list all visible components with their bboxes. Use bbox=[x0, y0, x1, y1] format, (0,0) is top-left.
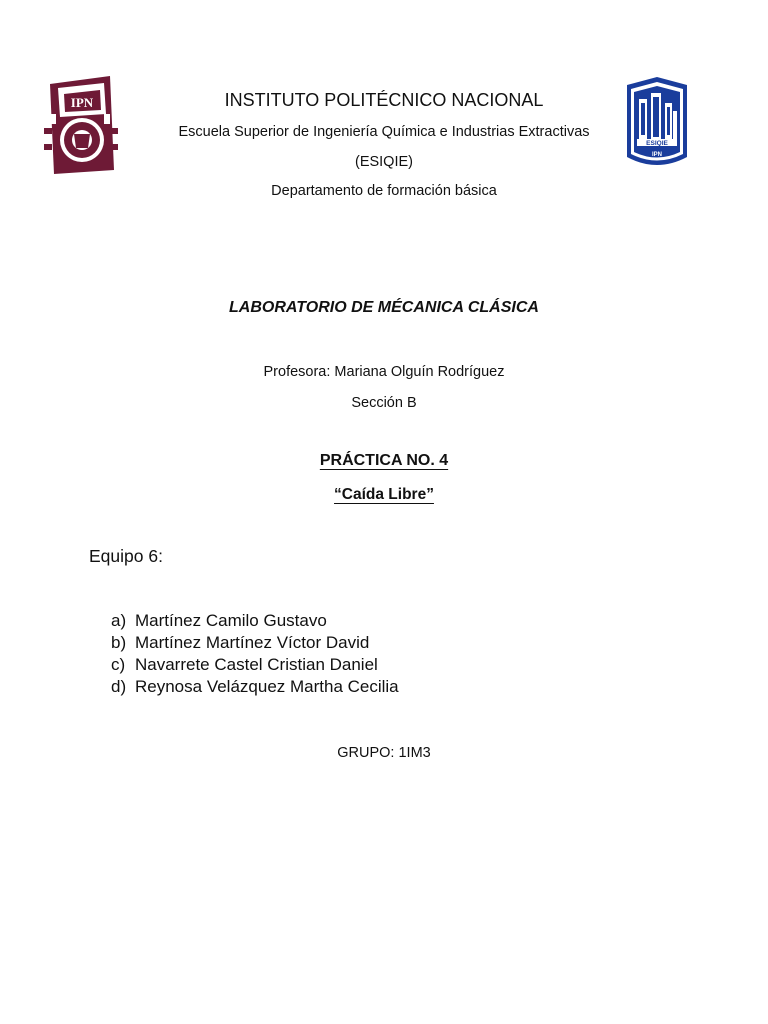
department-name: Departamento de formación básica bbox=[271, 183, 497, 199]
list-item bbox=[111, 632, 399, 654]
section-label: Sección B bbox=[351, 395, 417, 411]
list-marker: a) bbox=[111, 611, 127, 630]
member-name: Reynosa Velázquez Martha Cecilia bbox=[135, 677, 399, 696]
school-abbreviation: (ESIQIE) bbox=[354, 154, 413, 170]
list-marker: c) bbox=[111, 655, 126, 674]
ipn-logo-text: IPN bbox=[70, 95, 94, 110]
list-marker: b) bbox=[111, 633, 127, 652]
list-item bbox=[111, 610, 399, 632]
professor-name: Profesora: Mariana Olguín Rodríguez bbox=[263, 364, 505, 380]
practice-number-text: PRÁCTICA NO. 4 bbox=[319, 452, 449, 469]
list-item bbox=[111, 676, 399, 698]
esiqie-logo-subtext: IPN bbox=[651, 152, 663, 158]
practice-title bbox=[0, 486, 768, 504]
group-label: GRUPO: 1IM3 bbox=[337, 745, 431, 761]
team-label: Equipo 6: bbox=[89, 546, 163, 566]
practice-number bbox=[0, 452, 768, 470]
list-marker: d) bbox=[111, 677, 127, 696]
institution-name: INSTITUTO POLITÉCNICO NACIONAL bbox=[224, 90, 544, 110]
school-name: Escuela Superior de Ingeniería Química e Industrias Extractivas bbox=[178, 124, 590, 140]
esiqie-logo-text: ESIQIE bbox=[646, 140, 668, 147]
member-name: Navarrete Castel Cristian Daniel bbox=[135, 655, 378, 674]
course-title: LABORATORIO DE MÉCANICA CLÁSICA bbox=[229, 299, 539, 316]
member-name: Martínez Martínez Víctor David bbox=[135, 633, 370, 652]
member-name: Martínez Camilo Gustavo bbox=[135, 611, 327, 630]
team-member-list bbox=[111, 610, 399, 698]
list-item bbox=[111, 654, 399, 676]
practice-title-text: “Caída Libre” bbox=[334, 486, 434, 503]
